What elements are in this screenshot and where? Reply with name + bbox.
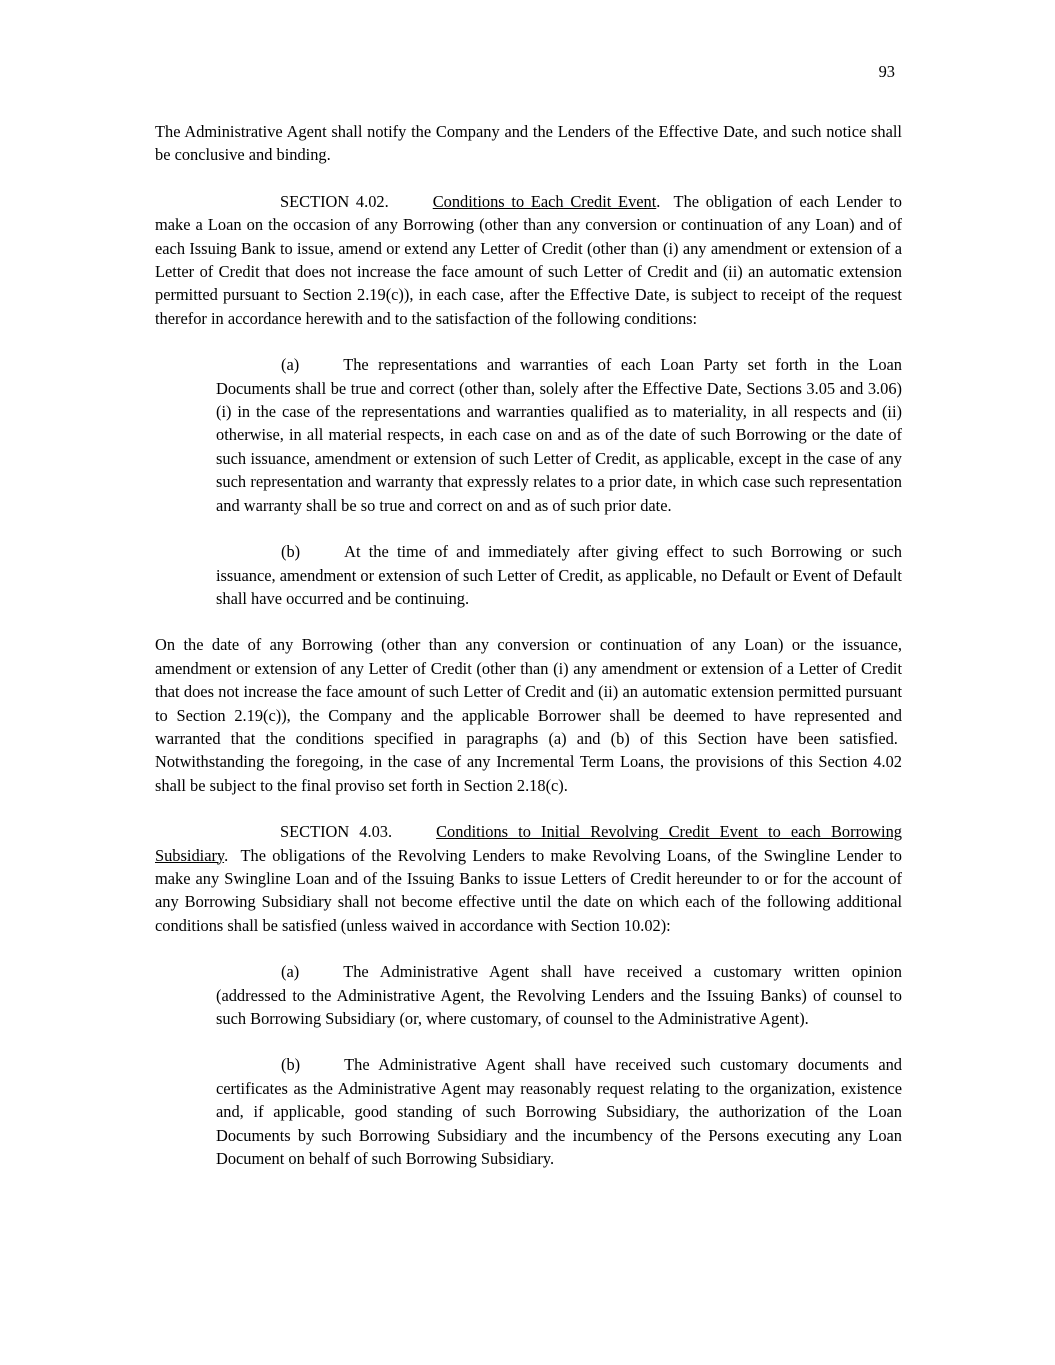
deemed-representation-paragraph [155,633,902,797]
text-run: SECTION 4.03. [280,822,393,842]
text-run: The Administrative Agent shall have received a customary written opinion (addressed to the Administrative Agent, the Revolving Lenders and the Issuing Banks) of counsel to such Borrowing Subsidiary (or, where customary, of counsel to the Administrative Agent). [216,962,902,1028]
text-run: (a) [281,962,300,982]
text-run: The Administrative Agent shall have received such customary documents and certificates as the Administrative Agent may reasonably request relating to the organization, existence and, if applicable, good standing of such Borrowing Subsidiary, the authorization of the Loan Documents by such Borrowing Subsidiary and the incumbency of the Persons executing any Loan Document on behalf of such Borrowing Subsidiary. [216,1055,902,1169]
text-run: On the date of any Borrowing (other than any conversion or continuation of any Loan) or the issuance, amendment or extension of any Letter of Credit (other than (i) any amendment or extension of a Letter of Credit that does not increase the face amount of such Letter of Credit and (ii) an automatic extension permitted pursuant to Section 2.19(c)), the Company and the applicable Borrower shall be deemed to have represented and warranted that the conditions specified in paragraphs (a) and (b) of this Section have been satisfied. Notwithstanding the foregoing, in the case of any Incremental Term Loans, the provisions of this Section 4.02 shall be subject to the final proviso set forth in Section 2.18(c). [155,635,902,795]
text-run: SECTION 4.02. [280,191,389,211]
text-run: The representations and warranties of each Loan Party set forth in the Loan Documents shall be true and correct (other than, solely after the Effective Date, Sections 3.05 and 3.06) (i) in the case of the representations and warranties qualified as to materiality, in all respects and (ii) otherwise, in all material respects, in each case on and as of the date of such Borrowing or the date of such issuance, amendment or extension of such Letter of Credit, as applicable, except in the case of any such representation and warranty that expressly relates to a prior date, in which case such representation and warranty shall be so true and correct on and as of such prior date. [216,355,902,515]
text-run: (b) [281,542,301,562]
section-title: Conditions to Initial Revolving Credit Event to each Borrowing Subsidiary [155,822,902,865]
text-run: The Administrative Agent shall notify the Company and the Lenders of the Effective Date, and such notice shall be conclusive and binding. [155,122,902,165]
document-body [155,120,902,1193]
section-4-02-paragraph [155,190,902,330]
section-4-02-item-b [216,540,902,610]
section-4-03-item-b [216,1053,902,1170]
section-title: Conditions to Each Credit Event [432,191,657,211]
section-4-03-item-a [216,960,902,1030]
text-run: At the time of and immediately after giving effect to such Borrowing or such issuance, amendment or extension of such Letter of Credit, as applicable, no Default or Event of Default shall have occurred and be continuing. [216,542,902,608]
section-4-03-paragraph [155,820,902,937]
text-run: (a) [281,355,300,375]
text-run: . The obligation of each Lender to make a Loan on the occasion of any Borrowing (other than any conversion or continuation of any Loan) and of each Issuing Bank to issue, amend or extend any Letter of Credit (other than (i) any amendment or extension of a Letter of Credit that does not increase the face amount of such Letter of Credit and (ii) an automatic extension permitted pursuant to Section 2.19(c)), in each case, after the Effective Date, is subject to receipt of the request therefor in accordance herewith and to the satisfaction of the following conditions: [155,191,902,328]
intro-paragraph [155,120,902,167]
page-number: 93 [878,62,895,81]
text-run: (b) [281,1055,301,1075]
section-4-02-item-a [216,353,902,517]
text-run: . The obligations of the Revolving Lenders to make Revolving Loans, of the Swingline Lender to make any Swingline Loan and of the Issuing Banks to issue Letters of Credit hereunder to or for the account of any Borrowing Subsidiary shall not become effective until the date on which each of the following additional conditions shall be satisfied (unless waived in accordance with Section 10.02): [155,845,902,935]
